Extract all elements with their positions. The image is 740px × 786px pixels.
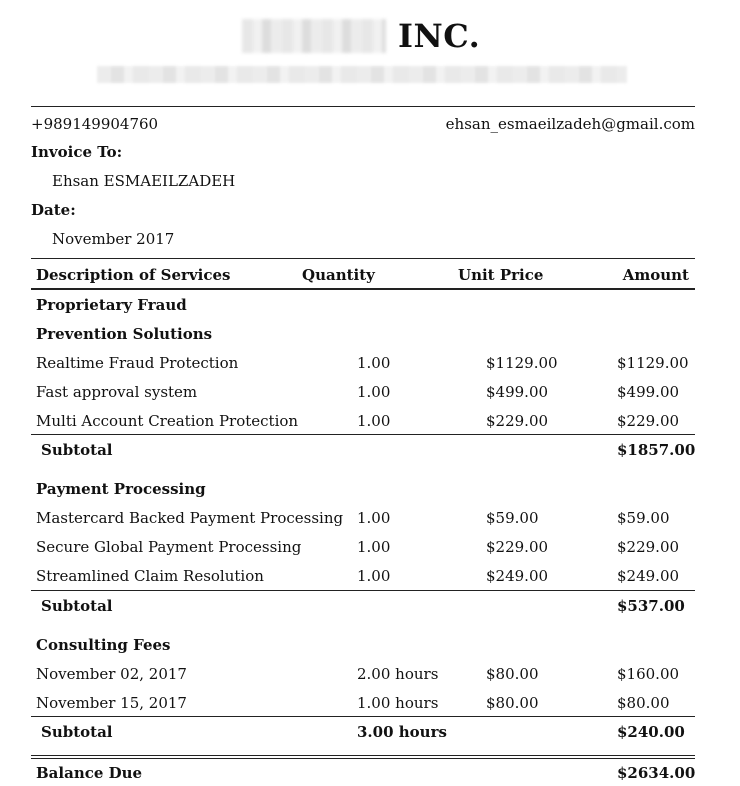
subtotal-label: Subtotal	[41, 723, 113, 741]
section-title-continued: Prevention Solutions	[36, 325, 213, 343]
balance-rule-lower	[31, 758, 695, 759]
item-quantity: 1.00 hours	[357, 694, 439, 712]
services-table	[31, 258, 695, 786]
item-quantity: 1.00	[357, 538, 391, 556]
section-title: Consulting Fees	[36, 636, 171, 654]
invoice-to-label: Invoice To:	[31, 143, 123, 161]
company-name	[0, 16, 740, 58]
redacted-company-name	[242, 19, 386, 53]
balance-due-label: Balance Due	[36, 764, 143, 782]
email-address: ehsan_esmaeilzadeh@gmail.com	[445, 115, 695, 133]
item-unit-price: $80.00	[486, 665, 539, 683]
subtotal-amount: $1857.00	[617, 441, 696, 459]
phone-number: +989149904760	[31, 115, 159, 133]
item-amount: $249.00	[617, 567, 680, 585]
item-quantity: 1.00	[357, 383, 391, 401]
item-unit-price: $80.00	[486, 694, 539, 712]
item-description: November 15, 2017	[36, 694, 187, 712]
item-amount: $59.00	[617, 509, 670, 527]
item-quantity: 1.00	[357, 412, 391, 430]
header-description: Description of Services	[36, 266, 231, 284]
invoice-date: November 2017	[52, 230, 175, 248]
item-description: Secure Global Payment Processing	[36, 538, 302, 556]
header-unit-price: Unit Price	[458, 266, 544, 284]
item-amount: $80.00	[617, 694, 670, 712]
invoice-header	[0, 0, 740, 100]
redacted-company-address	[97, 66, 627, 83]
item-quantity: 1.00	[357, 354, 391, 372]
item-quantity: 2.00 hours	[357, 665, 439, 683]
item-description: Fast approval system	[36, 383, 198, 401]
header-divider	[31, 106, 695, 107]
item-amount: $229.00	[617, 412, 680, 430]
item-unit-price: $59.00	[486, 509, 539, 527]
item-unit-price: $1129.00	[486, 354, 558, 372]
table-header-rule	[31, 288, 695, 290]
item-amount: $160.00	[617, 665, 680, 683]
table-top-rule	[31, 258, 695, 259]
item-unit-price: $249.00	[486, 567, 549, 585]
item-amount: $499.00	[617, 383, 680, 401]
item-amount: $229.00	[617, 538, 680, 556]
item-unit-price: $229.00	[486, 412, 549, 430]
balance-due-amount: $2634.00	[617, 764, 696, 782]
client-name: Ehsan ESMAEILZADEH	[52, 172, 236, 190]
item-quantity: 1.00	[357, 509, 391, 527]
item-description: Streamlined Claim Resolution	[36, 567, 264, 585]
subtotal-label: Subtotal	[41, 441, 113, 459]
subtotal-rule	[31, 716, 695, 717]
balance-rule-upper	[31, 755, 695, 756]
subtotal-rule	[31, 590, 695, 591]
date-label: Date:	[31, 201, 76, 219]
section-title: Proprietary Fraud	[36, 296, 187, 314]
item-unit-price: $499.00	[486, 383, 549, 401]
header-quantity: Quantity	[302, 266, 375, 284]
subtotal-rule	[31, 434, 695, 435]
item-quantity: 1.00	[357, 567, 391, 585]
item-unit-price: $229.00	[486, 538, 549, 556]
subtotal-amount: $240.00	[617, 723, 685, 741]
subtotal-amount: $537.00	[617, 597, 685, 615]
item-description: November 02, 2017	[36, 665, 187, 683]
company-suffix: INC.	[398, 17, 481, 55]
subtotal-label: Subtotal	[41, 597, 113, 615]
header-amount: Amount	[622, 266, 689, 284]
item-description: Realtime Fraud Protection	[36, 354, 239, 372]
item-amount: $1129.00	[617, 354, 689, 372]
subtotal-quantity: 3.00 hours	[357, 723, 447, 741]
item-description: Multi Account Creation Protection	[36, 412, 299, 430]
section-title: Payment Processing	[36, 480, 206, 498]
item-description: Mastercard Backed Payment Processing	[36, 509, 344, 527]
